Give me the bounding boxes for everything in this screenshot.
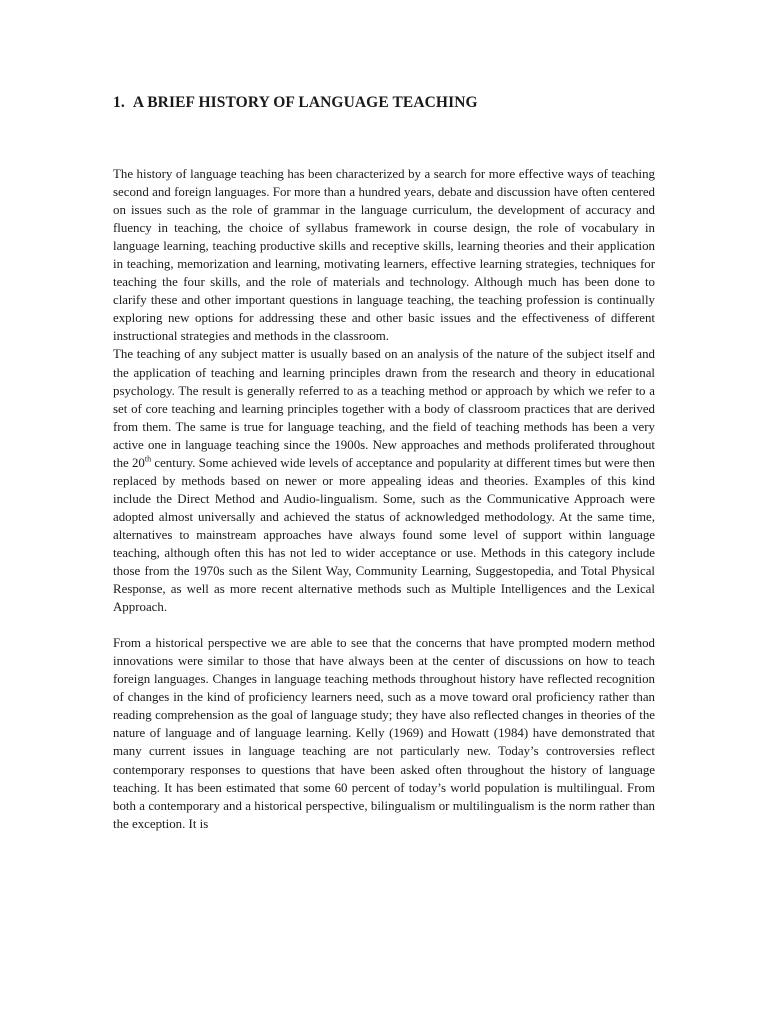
- document-body: [113, 165, 655, 833]
- paragraph: The history of language teaching has been characterized by a search for more effective ways of teaching second and foreign languages. For more than a hundred years, debate and discussion have often centered on issues such as the role of grammar in the language curriculum, the development of accuracy and fluency in teaching, the choice of syllabus framework in course design, the role of vocabulary in language learning, teaching productive skills and receptive skills, learning theories and their application in teaching, memorization and learning, motivating learners, effective learning strategies, techniques for teaching the four skills, and the role of materials and technology. Although much has been done to clarify these and other important questions in language teaching, the teaching profession is continually exploring new options for addressing these and other basic issues and the effectiveness of different instructional strategies and methods in the classroom.: [113, 167, 655, 344]
- page-title: [113, 94, 478, 112]
- paragraph: [113, 345, 655, 616]
- superscript: th: [144, 454, 152, 464]
- section-title: A BRIEF HISTORY OF LANGUAGE TEACHING: [132, 94, 478, 111]
- paragraph-text: The teaching of any subject matter is usually based on an analysis of the nature of the subject itself and the application of teaching and learning principles drawn from the research and theory in educational psychology. The result is generally referred to as a teaching method or approach by which we refer to a set of core teaching and learning principles together with a body of classroom practices that are derived from them. The same is true for language teaching, and the field of teaching methods has been a very active one in language teaching since the 1900s. New approaches and methods proliferated throughout the 20: [113, 347, 655, 470]
- section-number: 1.: [113, 94, 125, 111]
- paragraph: From a historical perspective we are able to see that the concerns that have prompted modern method innovations were similar to those that have always been at the center of discussions on how to teach foreign languages. Changes in language teaching methods throughout history have reflected recognition of changes in the kind of proficiency learners need, such as a move toward oral proficiency rather than reading comprehension as the goal of language study; they have also reflected changes in theories of the nature of language and of language learning. Kelly (1969) and Howatt (1984) have demonstrated that many current issues in language teaching are not particularly new. Today’s controversies reflect contemporary responses to questions that have been asked often throughout the history of language teaching. It has been estimated that some 60 percent of today’s world population is multilingual. From both a contemporary and a historical perspective, bilingualism or multilingualism is the norm rather than the exception. It is: [113, 636, 655, 831]
- paragraph-text: century. Some achieved wide levels of acceptance and popularity at different times but were then replaced by methods based on newer or more appealing ideas and theories. Examples of this kind include the Direct Method and Audio-lingualism. Some, such as the Communicative Approach were adopted almost universally and achieved the status of acknowledged methodology. At the same time, alternatives to mainstream approaches have always found some level of support within language teaching, although often this has not led to wider acceptance or use. Methods in this category include those from the 1970s such as the Silent Way, Community Learning, Suggestopedia, and Total Physical Response, as well as more recent alternative methods such as Multiple Intelligences and the Lexical Approach.: [113, 455, 655, 615]
